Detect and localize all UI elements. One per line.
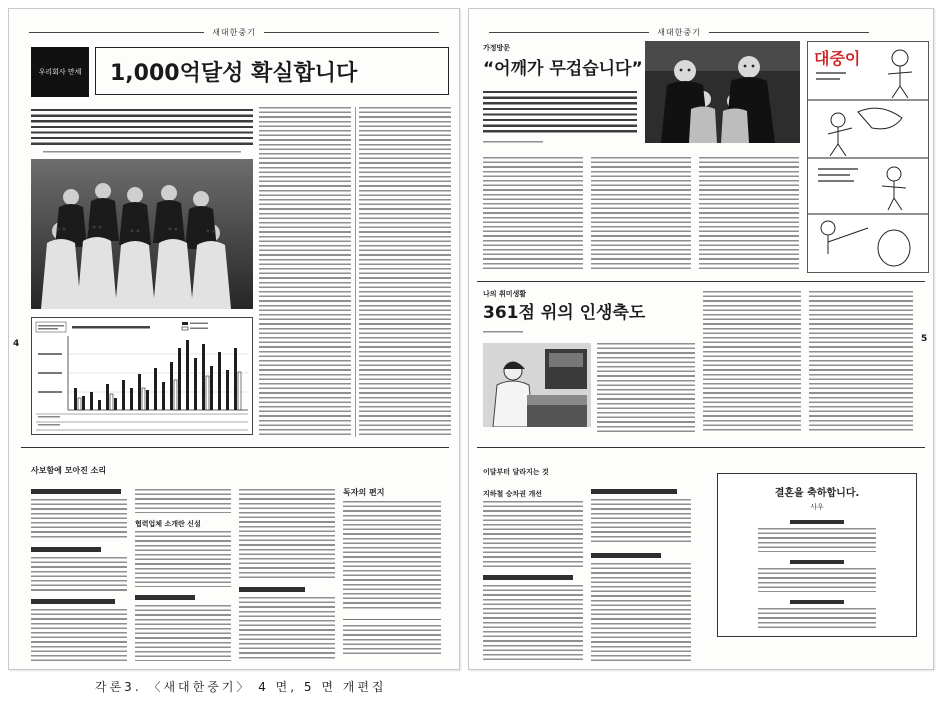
changes-subhead-4 [591,553,661,558]
chart-bar [238,372,241,410]
page-4-banner [29,27,439,37]
page-5-banner [489,27,869,37]
chart-bar [122,380,125,410]
hobby-column-2 [703,291,801,433]
family-photo [645,41,800,143]
go-player-photo [483,343,591,427]
column-tag-text: 우리회사 만세 [38,68,82,76]
chart-bar [138,374,141,410]
cartoon-title: 대중이 [814,49,861,68]
subhead-4 [135,595,195,600]
photo-caption [43,151,241,155]
figure-caption: 각론3. 〈새대한중기〉 4 면, 5 면 개편집 [95,680,387,694]
chart-bar [170,362,173,410]
changes-subhead-3 [591,489,677,494]
changes-subhead: 지하철 승차권 개선 [483,490,542,498]
banner-title: 새대한중기 [657,27,701,37]
chart-bar [110,394,113,410]
wedding-box [717,473,917,637]
chart-bar [186,340,189,410]
headline-box [95,47,449,95]
chart-bar [206,376,209,410]
chart-bar [234,348,237,410]
hobby-column-3 [809,291,913,433]
wedding-title: 결혼을 축하합니다. [774,488,860,499]
article-column-2 [359,107,451,437]
chart-bar [210,366,213,410]
chart-bar [202,344,205,410]
feature-column-3 [699,157,799,271]
feature-headline: “어깨가 무겁습니다” [483,59,643,79]
chart-bar [218,352,221,410]
wedding-entry-1 [758,528,876,552]
chart-bar [174,380,177,410]
subhead-partner-column: 협력업체 소개란 신설 [135,520,201,528]
chart-bar [74,388,77,410]
wedding-date-2 [790,560,844,564]
chart-bar [154,368,157,410]
page-5 [468,8,934,670]
changes-subhead-2 [483,575,573,580]
hobby-headline: 361점 위의 인생축도 [483,303,646,323]
subhead-reader-letters: 독자의 편지 [343,488,385,497]
page-number-5: 5 [921,334,928,344]
page-4-headline: 1,000억달성 확실합니다 [110,60,358,86]
chart-bar [78,398,81,410]
section-title: 사보함에 모아진 소리 [31,466,107,475]
chart-bar [178,348,181,410]
hobby-label: 나의 취미생활 [483,290,527,298]
sales-chart [31,317,253,435]
feature-label: 가정방문 [483,44,511,52]
group-photo [31,159,253,309]
feature-lead [483,91,637,135]
chart-bar [146,390,149,410]
wedding-date-1 [790,520,844,524]
subhead-3 [31,599,115,604]
hobby-byline [483,331,523,335]
article-column-1 [259,107,351,437]
chart-bar [98,400,101,410]
feature-byline [483,141,543,145]
chart-bar [142,388,145,410]
page-number-4: 4 [13,339,20,349]
lead-paragraph [31,109,253,145]
chart-bar [162,382,165,410]
chart-bar [114,398,117,410]
wedding-entry-2 [758,568,876,592]
feature-column-1 [483,157,583,271]
chart-bar [106,384,109,410]
wedding-date-3 [790,600,844,604]
subhead-1 [31,489,121,494]
page-4 [8,8,460,670]
subhead-5 [239,587,305,592]
chart-bar [90,392,93,410]
cartoon-strip [807,41,929,273]
hobby-column-1 [597,343,695,433]
banner-title: 새대한중기 [212,27,256,37]
wedding-subtitle: 사우 [810,503,824,511]
subhead-2 [31,547,101,552]
chart-bar [226,370,229,410]
wedding-entry-3 [758,608,876,628]
changes-title: 이달부터 달라지는 것 [483,468,549,476]
feature-column-2 [591,157,691,271]
chart-bar [130,388,133,410]
column-tag [31,47,89,97]
chart-bar [82,396,85,410]
chart-bar [194,358,197,410]
